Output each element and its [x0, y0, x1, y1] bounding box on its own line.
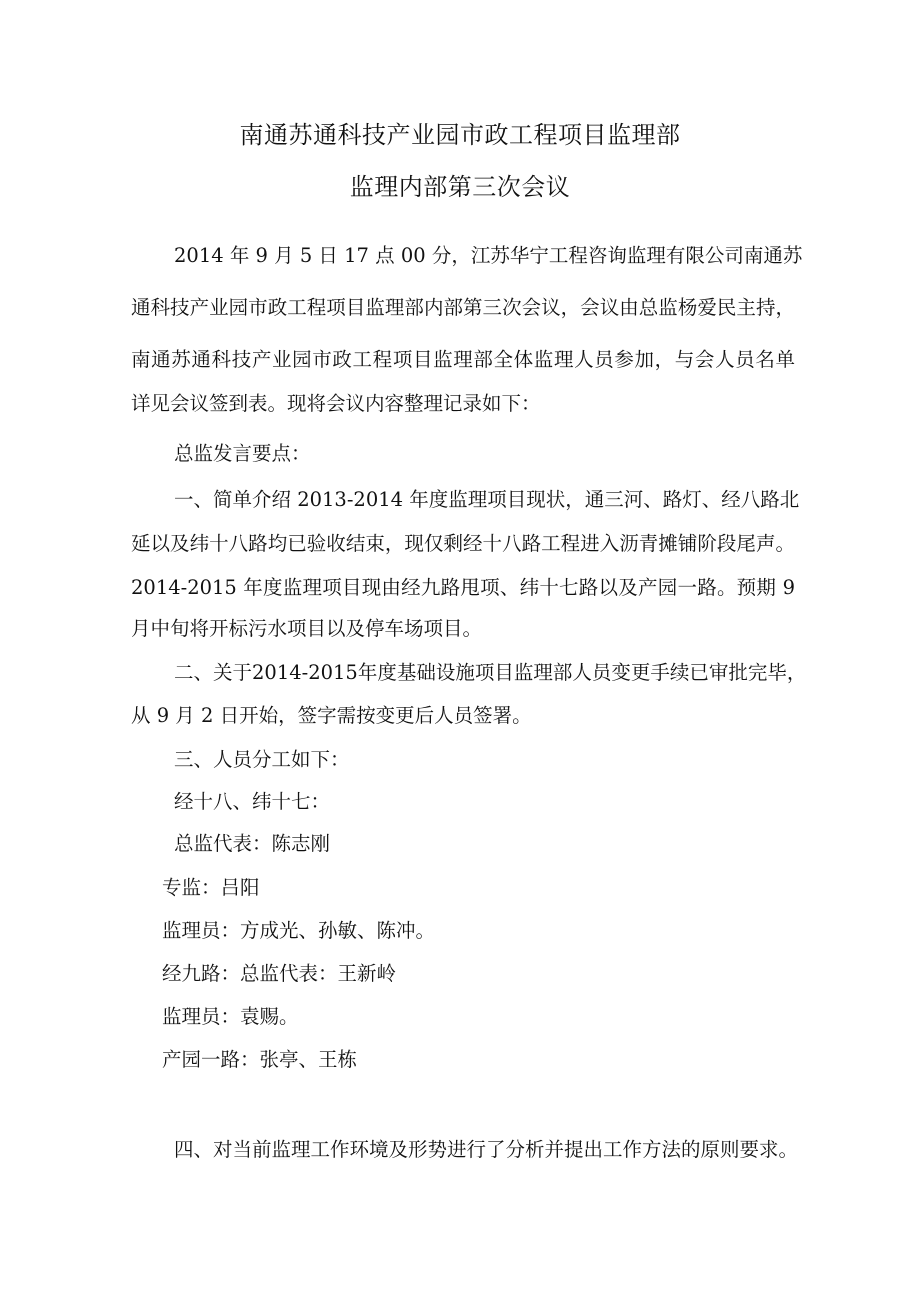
item4-line: 四、对当前监理工作环境及形势进行了分析并提出工作方法的原则要求。: [174, 1138, 799, 1161]
intro-line: 南通苏通科技产业园市政工程项目监理部全体监理人员参加，与会人员名单: [131, 348, 795, 371]
intro-line: 详见会议签到表。现将会议内容整理记录如下：: [131, 392, 541, 415]
intro-line: 2014 年 9 月 5 日 17 点 00 分，江苏华宁工程咨询监理有限公司南通苏: [174, 244, 803, 267]
personnel-line: 监理员：袁赐。: [162, 1005, 299, 1028]
item3-heading: 三、人员分工如下：: [174, 748, 350, 771]
personnel-line: 经九路：总监代表：王新岭: [162, 962, 397, 985]
personnel-line: 经十八、纬十七：: [174, 790, 331, 813]
item2-line: 从 9 月 2 日开始，签字需按变更后人员签署。: [131, 704, 532, 727]
personnel-line: 专监：吕阳: [162, 876, 260, 899]
section-heading: 总监发言要点：: [174, 442, 311, 465]
item2-line: 二、关于2014-2015年度基础设施项目监理部人员变更手续已审批完毕，: [174, 661, 807, 684]
item1-line: 2014-2015 年度监理项目现由经九路甩项、纬十七路以及产园一路。预期 9: [131, 576, 795, 599]
document-title-line1: 南通苏通科技产业园市政工程项目监理部: [239, 121, 681, 149]
document-title-line2: 监理内部第三次会议: [349, 173, 571, 201]
item1-line: 一、简单介绍 2013-2014 年度监理项目现状，通三河、路灯、经八路北: [174, 488, 800, 511]
item1-line: 月中旬将开标污水项目以及停车场项目。: [131, 617, 483, 640]
personnel-line: 监理员：方成光、孙敏、陈冲。: [162, 919, 436, 942]
item1-line: 延以及纬十八路均已验收结束，现仅剩经十八路工程进入沥青摊铺阶段尾声。: [131, 532, 795, 555]
personnel-line: 总监代表：陈志刚: [174, 832, 331, 855]
intro-line: 通科技产业园市政工程项目监理部内部第三次会议，会议由总监杨爱民主持，: [131, 296, 795, 319]
personnel-line: 产园一路：张亭、王栋: [162, 1048, 358, 1071]
